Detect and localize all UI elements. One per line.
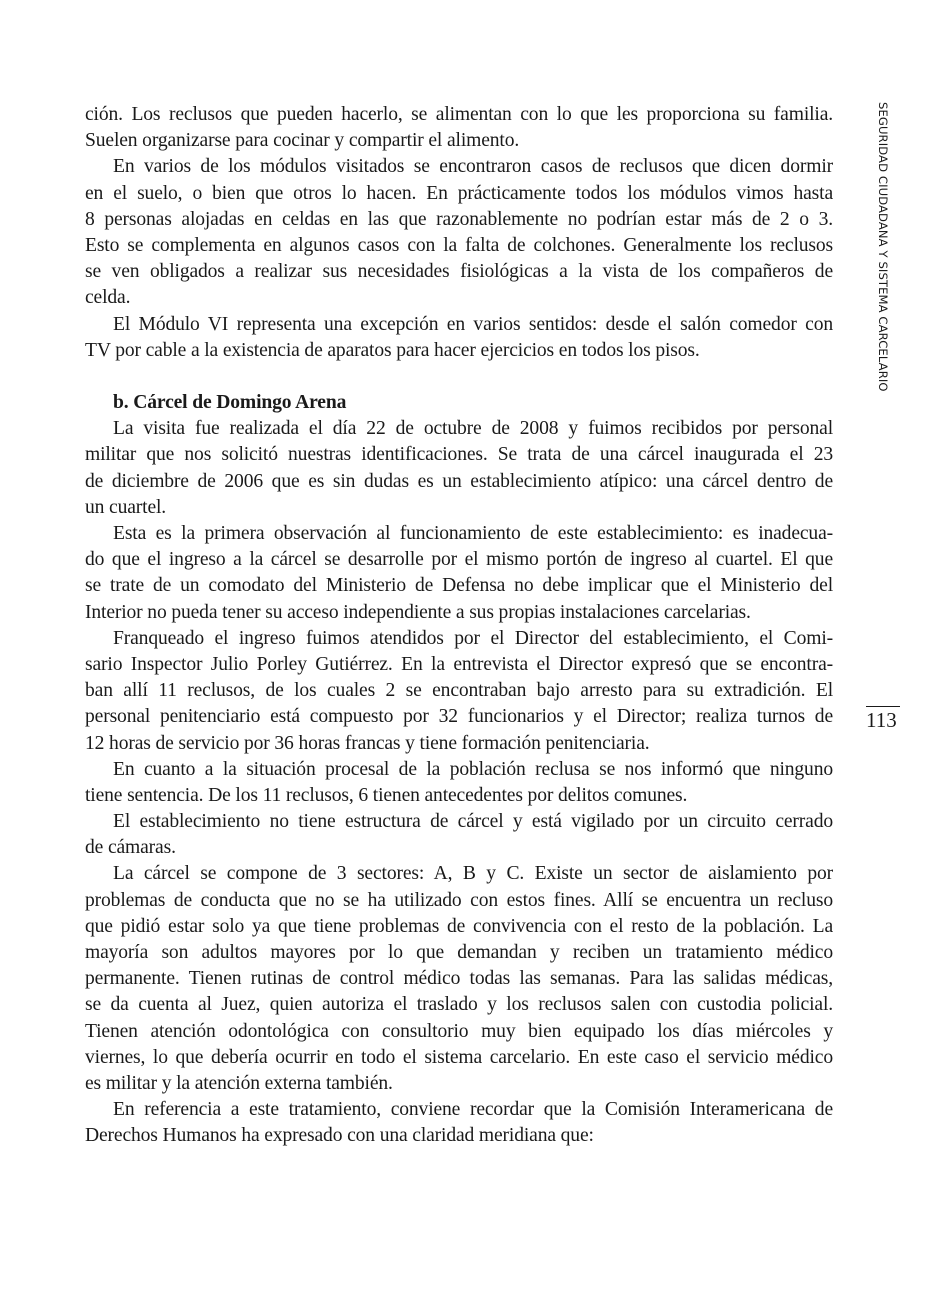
paragraph — [85, 102, 833, 154]
paragraph — [85, 312, 833, 364]
text-line: tiene sentencia. De los 11 reclusos, 6 tienen antecedentes por delitos comunes. — [85, 784, 688, 806]
paragraph — [85, 154, 833, 311]
text-line: do que el ingreso a la cárcel se desarrolle por el mismo portón de ingreso al cuartel. El que — [85, 549, 833, 571]
text-line: Tienen atención odontológica con consultorio muy bien equipado los días miércoles y — [85, 1020, 833, 1042]
section-spacer — [85, 364, 833, 390]
text-line: mayoría son adultos mayores por lo que demandan y reciben un tratamiento médico — [85, 942, 833, 963]
text-line: un cuartel. — [85, 496, 167, 518]
page-number: 113 — [866, 708, 897, 732]
text-line: Interior no pueda tener su acceso independiente a sus propias instalaciones carcelarias. — [85, 601, 751, 623]
text-line: Esto se complementa en algunos casos con la falta de colchones. Generalmente los reclusos — [85, 234, 833, 256]
paragraph — [85, 521, 833, 626]
text-line: En referencia a este tratamiento, conviene recordar que la Comisión Interamericana de — [113, 1099, 833, 1121]
text-line: TV por cable a la existencia de aparatos para hacer ejercicios en todos los pisos. — [85, 339, 700, 361]
text-line: Suelen organizarse para cocinar y compartir el alimento. — [85, 130, 520, 152]
text-line: de diciembre de 2006 que es sin dudas es un establecimiento atípico: una cárcel dentro de — [85, 470, 833, 492]
running-head: SEGURIDAD CIUDADANA Y SISTEMA CARCELARIO — [876, 102, 890, 392]
text-line: El establecimiento no tiene estructura de cárcel y está vigilado por un circuito cerrado — [113, 811, 833, 833]
text-line: se ven obligados a realizar sus necesidades fisiológicas a la vista de los compañeros de — [85, 261, 833, 283]
text-line: celda. — [85, 287, 131, 309]
text-line: militar que nos solicitó nuestras identificaciones. Se trata de una cárcel inaugurada el 23 — [85, 444, 833, 466]
text-line: El Módulo VI representa una excepción en varios sentidos: desde el salón comedor con — [113, 313, 833, 335]
text-line: En cuanto a la situación procesal de la población reclusa se nos informó que ninguno — [113, 758, 833, 780]
text-line: viernes, lo que debería ocurrir en todo el sistema carcelario. En este caso el servicio médico — [85, 1046, 833, 1068]
paragraph — [85, 416, 833, 521]
text-line: es militar y la atención externa también. — [85, 1072, 393, 1094]
paragraph — [85, 626, 833, 757]
paragraph — [85, 809, 833, 861]
page-number-rule — [866, 706, 900, 707]
text-line: permanente. Tienen rutinas de control médico todas las semanas. Para las salidas médicas, — [85, 968, 833, 990]
paragraph — [85, 1097, 833, 1149]
text-line: en el suelo, o bien que otros lo hacen. En prácticamente todos los módulos vimos hasta — [85, 182, 833, 204]
section-heading: b. Cárcel de Domingo Arena — [113, 392, 347, 414]
text-line: de cámaras. — [85, 837, 176, 859]
text-line: ban allí 11 reclusos, de los cuales 2 se encontraban bajo arresto para su extradición. El — [85, 680, 833, 702]
text-line: se da cuenta al Juez, quien autoriza el traslado y los reclusos salen con custodia policial. — [85, 994, 833, 1016]
text-line: ción. Los reclusos que pueden hacerlo, se alimentan con lo que les proporciona su familia. — [85, 104, 833, 125]
text-line: sario Inspector Julio Porley Gutiérrez. En la entrevista el Director expresó que se encontra- — [85, 653, 833, 675]
text-line: 8 personas alojadas en celdas en las que razonablemente no podrían estar más de 2 o 3. — [85, 208, 833, 230]
text-line: personal penitenciario está compuesto por 32 funcionarios y el Director; realiza turnos de — [85, 706, 833, 728]
text-line: problemas de conducta que no se ha utilizado con estos fines. Allí se encuentra un recluso — [85, 889, 833, 911]
text-line: Franqueado el ingreso fuimos atendidos por el Director del establecimiento, el Comi- — [113, 627, 833, 649]
body-text — [85, 102, 833, 1150]
text-line: Derechos Humanos ha expresado con una claridad meridiana que: — [85, 1125, 594, 1147]
text-line: La visita fue realizada el día 22 de octubre de 2008 y fuimos recibidos por personal — [113, 418, 833, 440]
text-line: La cárcel se compone de 3 sectores: A, B y C. Existe un sector de aislamiento por — [113, 863, 833, 885]
paragraph — [85, 757, 833, 809]
text-line: que pidió estar solo ya que tiene problemas de convivencia con el resto de la población. La — [85, 915, 833, 937]
text-line: Esta es la primera observación al funcionamiento de este establecimiento: es inadecua- — [113, 523, 833, 544]
text-line: 12 horas de servicio por 36 horas francas y tiene formación penitenciaria. — [85, 732, 650, 754]
paragraph — [85, 861, 833, 1097]
text-line: se trate de un comodato del Ministerio de Defensa no debe implicar que el Ministerio del — [85, 575, 833, 597]
text-line: En varios de los módulos visitados se encontraron casos de reclusos que dicen dormir — [113, 156, 833, 178]
